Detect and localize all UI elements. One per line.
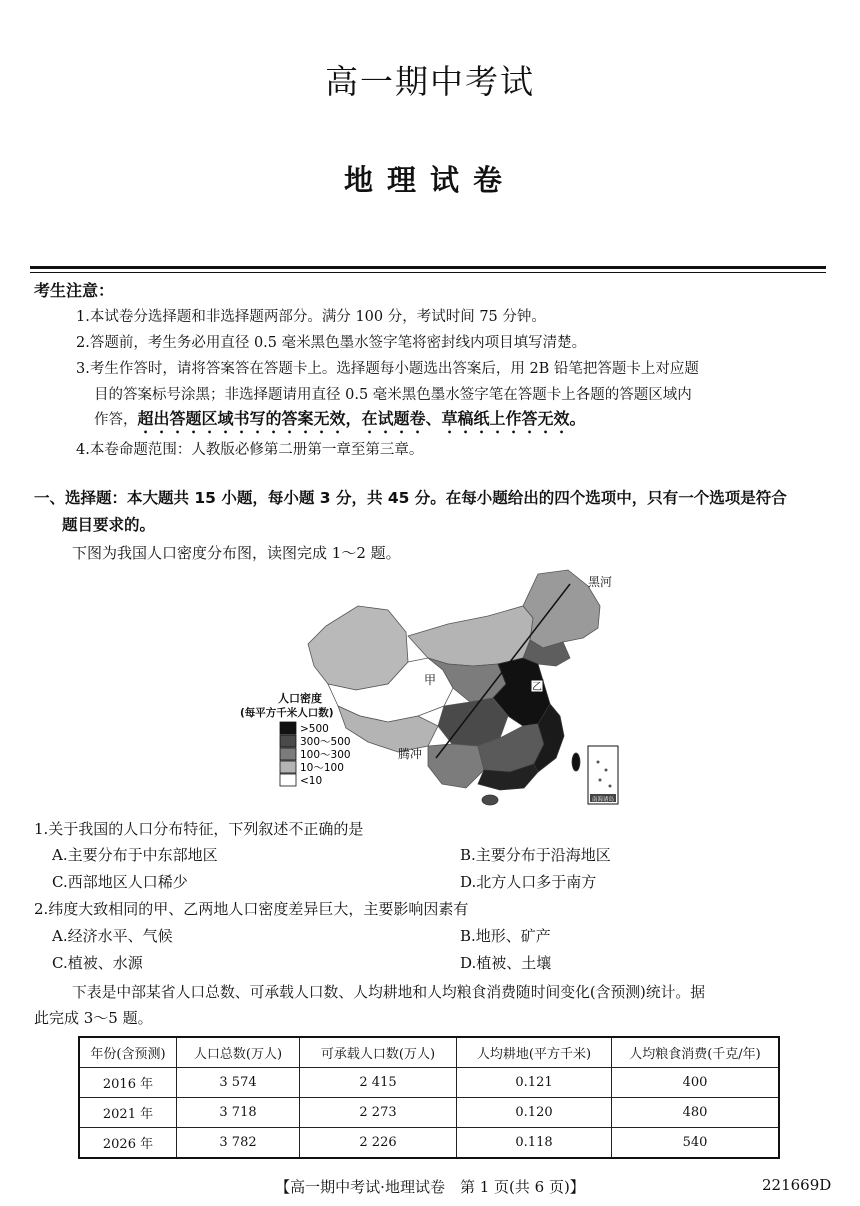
table-cell: 3 718	[177, 1098, 300, 1128]
map-intro: 下图为我国人口密度分布图，读图完成 1～2 题。	[72, 544, 401, 562]
table-cell: 3 574	[177, 1068, 300, 1098]
legend-label-1: >500	[300, 723, 329, 735]
table-cell: 400	[612, 1068, 780, 1098]
legend-title: 人口密度	[278, 692, 322, 705]
col-header-year: 年份(含预测)	[79, 1037, 177, 1068]
col-header-capacity: 可承载人口数(万人)	[300, 1037, 457, 1068]
legend-label-5: <10	[300, 775, 323, 787]
legend-swatch-4	[280, 761, 296, 773]
col-header-grain: 人均粮食消费(千克/年)	[612, 1037, 780, 1068]
table-cell: 3 782	[177, 1128, 300, 1159]
question-1-option-b: B.主要分布于沿海地区	[460, 846, 611, 864]
question-2-option-d: D.植被、土壤	[460, 954, 552, 972]
notice-emphasis: 超出答题区域书写的答案无效，在试题卷、草稿纸上作答无效。	[137, 409, 586, 428]
notice-heading: 考生注意：	[34, 281, 115, 300]
notice-item-4: 4.本卷命题范围：人教版必修第二册第一章至第三章。	[76, 442, 424, 458]
region-hainan	[482, 795, 498, 805]
question-2-option-b: B.地形、矿产	[460, 927, 551, 945]
legend-swatch-2	[280, 735, 296, 747]
inset-island	[605, 769, 608, 772]
table-row	[79, 1068, 779, 1098]
label-tengchong: 腾冲	[398, 747, 423, 761]
section-heading-cont: 题目要求的。	[62, 516, 156, 534]
col-header-farmland: 人均耕地(平方千米)	[457, 1037, 612, 1068]
table-cell: 2 415	[300, 1068, 457, 1098]
inset-island	[597, 761, 600, 764]
province-statistics-table	[78, 1036, 780, 1159]
table-cell: 0.121	[457, 1068, 612, 1098]
legend-label-2: 300～500	[300, 736, 351, 748]
legend-swatch-3	[280, 748, 296, 760]
inset-island	[599, 779, 602, 782]
question-2-stem: 2.纬度大致相同的甲、乙两地人口密度差异巨大，主要影响因素有	[34, 900, 469, 918]
table-cell: 2016 年	[79, 1068, 177, 1098]
paper-code: 221669D	[762, 1176, 832, 1194]
question-1-option-d: D.北方人口多于南方	[460, 873, 597, 891]
notice-item-1: 1.本试卷分选择题和非选择题两部分。满分 100 分，考试时间 75 分钟。	[76, 309, 546, 325]
header-rule-thin	[30, 272, 826, 273]
question-1-option-a: A.主要分布于中东部地区	[52, 846, 218, 864]
notice-item-2: 2.答题前，考生务必用直径 0.5 毫米黑色墨水签字笔将密封线内项目填写清楚。	[76, 335, 587, 351]
legend-subtitle: (每平方千米人口数)	[240, 707, 334, 719]
legend-swatch-1	[280, 722, 296, 734]
section-heading: 一、选择题：本大题共 15 小题，每小题 3 分，共 45 分。在每小题给出的四个选项中，只有一个选项是符合	[34, 489, 787, 507]
region-taiwan	[572, 753, 580, 771]
table-row	[79, 1098, 779, 1128]
notice-item-3-end	[94, 406, 586, 437]
question-2-option-c: C.植被、水源	[52, 954, 143, 972]
table-cell: 540	[612, 1128, 780, 1159]
table-cell: 0.120	[457, 1098, 612, 1128]
legend-label-4: 10～100	[300, 762, 344, 774]
col-header-population: 人口总数(万人)	[177, 1037, 300, 1068]
notice-item-3-cont: 目的答案标号涂黑；非选择题请用直径 0.5 毫米黑色墨水签字笔在答题卡上各题的答题区域内	[94, 387, 692, 403]
legend-swatch-5	[280, 774, 296, 786]
table-cell: 2 226	[300, 1128, 457, 1159]
question-2-option-a: A.经济水平、气候	[52, 927, 173, 945]
table-cell: 480	[612, 1098, 780, 1128]
page-footer: 【高一期中考试·地理试卷 第 1 页(共 6 页)】	[275, 1178, 585, 1196]
table-cell: 0.118	[457, 1128, 612, 1159]
population-density-map	[238, 566, 620, 806]
subject-title: 地理试卷	[343, 163, 516, 197]
question-1-stem: 1.关于我国的人口分布特征，下列叙述不正确的是	[34, 820, 364, 838]
exam-title: 高一期中考试	[325, 62, 535, 101]
china-map-figure	[238, 566, 620, 806]
notice-item-3: 3.考生作答时，请将答案答在答题卡上。选择题每小题选出答案后，用 2B 铅笔把答题卡上对应题	[76, 361, 699, 377]
question-1-option-c: C.西部地区人口稀少	[52, 873, 188, 891]
label-yi: 乙	[532, 682, 542, 693]
notice-item-3-prefix: 作答，	[94, 412, 138, 428]
label-jia: 甲	[424, 673, 437, 687]
table-cell: 2 273	[300, 1098, 457, 1128]
legend-label-3: 100～300	[300, 749, 351, 761]
table-intro-cont: 此完成 3～5 题。	[34, 1009, 153, 1027]
table-cell: 2026 年	[79, 1128, 177, 1159]
table-header-row	[79, 1037, 779, 1068]
header-rule-thick	[30, 266, 826, 269]
table-cell: 2021 年	[79, 1098, 177, 1128]
inset-island	[609, 785, 612, 788]
label-heihe: 黑河	[588, 575, 613, 589]
table-row	[79, 1128, 779, 1159]
table-intro: 下表是中部某省人口总数、可承载人口数、人均耕地和人均粮食消费随时间变化(含预测)统计。据	[72, 984, 706, 1001]
inset-label: 南海诸岛	[592, 797, 615, 803]
